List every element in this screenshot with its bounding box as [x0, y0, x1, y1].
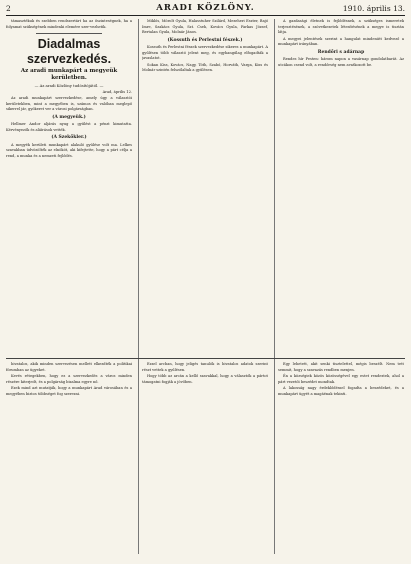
article-subheading: Az aradi munkapárt a megyeük kerületben.	[20, 68, 118, 81]
article-byline: — Az aradi Közlöny tudósítójától. —	[34, 83, 104, 88]
paragraph: Miklós, Mórolt Gyula, Halasstuher Szilárd, Mezeheri Eszter, Bajó Imre, Szakács Gyula, Szt. Cseh, Kovács Gyula, Farkas József, Bertalan Gyula, Molnár János.	[142, 19, 268, 34]
column-rule	[274, 19, 275, 554]
issue-date: 1910. április 13.	[342, 4, 405, 13]
paragraph: Kossuth és Perlestni fészek szervezkedése sikeres a munkapárt. A gyűlésen több választó jelent meg, és egyhangúlag elfogadták a javaslatot.	[142, 45, 268, 60]
paragraph: Sokan Kiss, Kovács, Nagy, Tóth, Szabó, Horváth, Varga, Kiss és Molnár szintén felszólaltak a gyűlésen.	[142, 62, 268, 72]
separator	[36, 33, 102, 34]
paragraph: A megyék kerületi munkapárt alakuló gyűlése volt ma. Lelkes szavakban üdvözölték az elnököt, aki kifejtette, hogy a párt célja a rend, a munka és a nemzeti fejlődés.	[6, 142, 132, 158]
horizontal-rule	[6, 358, 405, 359]
section-heading: Rendőri s adárnap	[317, 49, 365, 55]
paragraph: Kevés rétegekben, hogy ez a szervezkedés a város minden részére kiterjedt, és a polgárság bizalma egyre nő.	[6, 374, 132, 384]
lower-column-1	[6, 362, 132, 558]
paragraph: Ezzel arcban, hogy jeligés tanulók is hivatalos adatok szerint részt vettek a gyűlésen.	[142, 362, 268, 372]
paragraph: Én a községiek közös közösségével egy estet rendeztek, ahol a párt vezetői beszédet mondtak.	[278, 374, 404, 384]
paragraph: Hogy több az arcán a kellő szavakkal, hogy a választók a pártot támogatni fogják a jövőben.	[142, 374, 268, 384]
page-number: 2	[6, 4, 11, 13]
newspaper-title: ARADI KÖZLÖNY.	[156, 3, 255, 13]
section-heading: (A Szekőkler.)	[51, 135, 87, 140]
article-headline: Diadalmas szervezkedés.	[26, 37, 112, 66]
paragraph: Ezek mind azt mutatják, hogy a munkapárt Arad városában és a megyében biztos többséget fog szerezni.	[6, 386, 132, 396]
paragraph: Hellmer Andor aljárás nyug a gyűlést a pénzt kimutatta. Kérvényezők és aláírások vették.	[6, 122, 132, 132]
section-heading: (A megyeük.)	[52, 114, 86, 120]
paragraph: Egy lehetett, akit senki tisztelettel, mégis beszélt. Nem tett semmit, hogy a szavazás rendben menjen.	[278, 362, 404, 372]
column-rule	[138, 19, 139, 554]
article-dateline: Arad, április 12.	[102, 89, 132, 94]
paragraph: A megyei jelentések szerint a hangulat mindenütt kedvező a munkapárt irányában.	[278, 36, 404, 46]
paragraph: Az aradi munkapárt szervezkedése, amely úgy a választói kerületekben, mint a megyében is, számos és valóban meglepő sikerrel jár, gyökeret ver a városi polgárságban.	[6, 96, 132, 111]
lead-paragraph: támasztékuk és szebben rendszertárt ha az őszinteségnek, ha a folyamat szükségének mindenki elemére szer-vezhetik.	[6, 19, 132, 29]
section-heading: (Kossuth és Perlestni fészek.)	[167, 37, 243, 43]
paragraph: A lakosság nagy érdeklődéssel fogadta a beszédeket, és a munkapárt ügyét a magáénak tekinti.	[278, 386, 404, 396]
lower-column-2	[142, 362, 268, 558]
page-header	[6, 3, 405, 16]
lower-column-3	[278, 362, 404, 558]
paragraph: hivatalos, akik minden szervezésen mellett elkezdték a politikai fórumban az ügyeket.	[6, 362, 132, 372]
paragraph: Rendes hír Pesten: három napon a vasárnap gondolatbarát. Az utcákon csend volt, a rendőrség nem avatkozott be.	[278, 57, 404, 67]
paragraph: A gazdasági életnek is fejlődésnek, a szükséges ismeretek terjesztésének, a szövetkezetek létesítésének a megye is tisztán látja.	[278, 19, 404, 34]
